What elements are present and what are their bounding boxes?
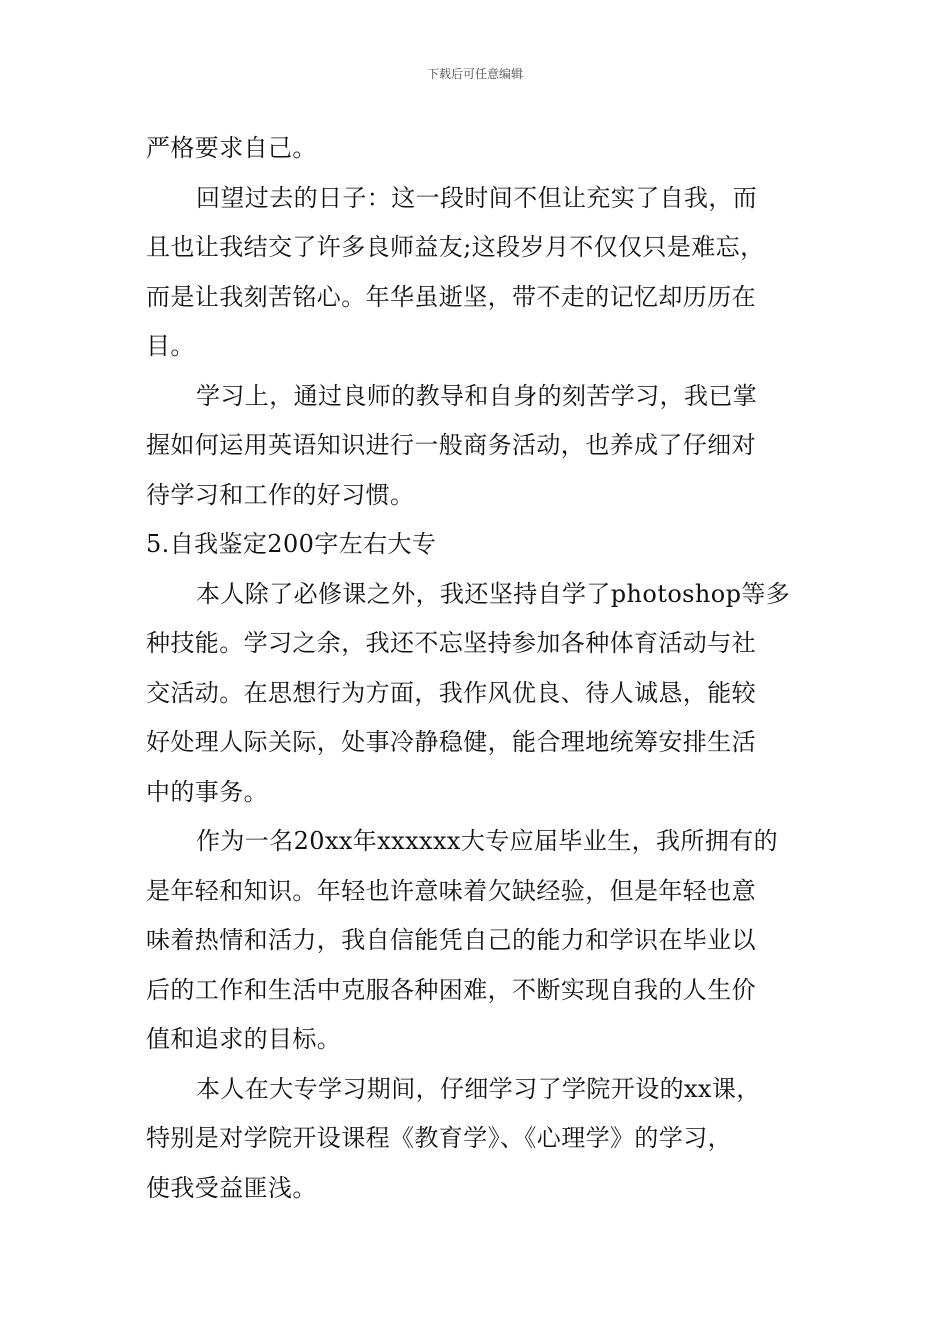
text-line: 特别是对学院开设课程《教育学》、《心理学》的学习， [146,1124,732,1152]
document-body [146,124,806,1213]
section-heading: 5.自我鉴定200字左右大专 [146,530,437,558]
text-line: 后的工作和生活中克服各种困难，不断实现自我的人生价 [146,975,756,1004]
text-line: 本人在大专学习期间，仔细学习了学院开设的xx课， [196,1074,761,1103]
text-line: 握如何运用英语知识进行一般商务活动，也养成了仔细对 [146,431,756,459]
text-line: 中的事务。 [146,777,268,806]
text-line: 目。 [146,332,195,360]
text-line: 味着热情和活力，我自信能凭自己的能力和学识在毕业以 [146,926,756,954]
text-line: 是年轻和知识。年轻也许意味着欠缺经验，但是年轻也意 [146,876,756,905]
text-line: 回望过去的日子：这一段时间不但让充实了自我，而 [196,183,758,212]
text-line: 交活动。在思想行为方面，我作风优良、待人诚恳，能较 [146,678,756,707]
text-line: 且也让我结交了许多良师益友;这段岁月不仅仅只是难忘， [146,233,765,261]
text-line: 作为一名20xx年xxxxxx大专应届毕业生，我所拥有的 [196,827,779,855]
text-line: 本人除了必修课之外，我还坚持自学了photoshop等多 [196,579,791,608]
text-line: 待学习和工作的好习惯。 [146,480,415,509]
text-line: 使我受益匪浅。 [146,1173,317,1202]
text-line: 而是让我刻苦铭心。年华虽逝坚，带不走的记忆却历历在 [146,282,756,311]
text-line: 种技能。学习之余，我还不忘坚持参加各种体育活动与社 [146,629,756,657]
text-line: 值和追求的目标。 [146,1025,342,1053]
text-line: 学习上，通过良师的教导和自身的刻苦学习，我已掌 [196,381,758,410]
text-line: 好处理人际关际，处事冷静稳健，能合理地统筹安排生活 [146,728,756,756]
page-header-note: 下载后可任意编辑 [426,67,523,81]
text-line: 严格要求自己。 [146,134,317,162]
